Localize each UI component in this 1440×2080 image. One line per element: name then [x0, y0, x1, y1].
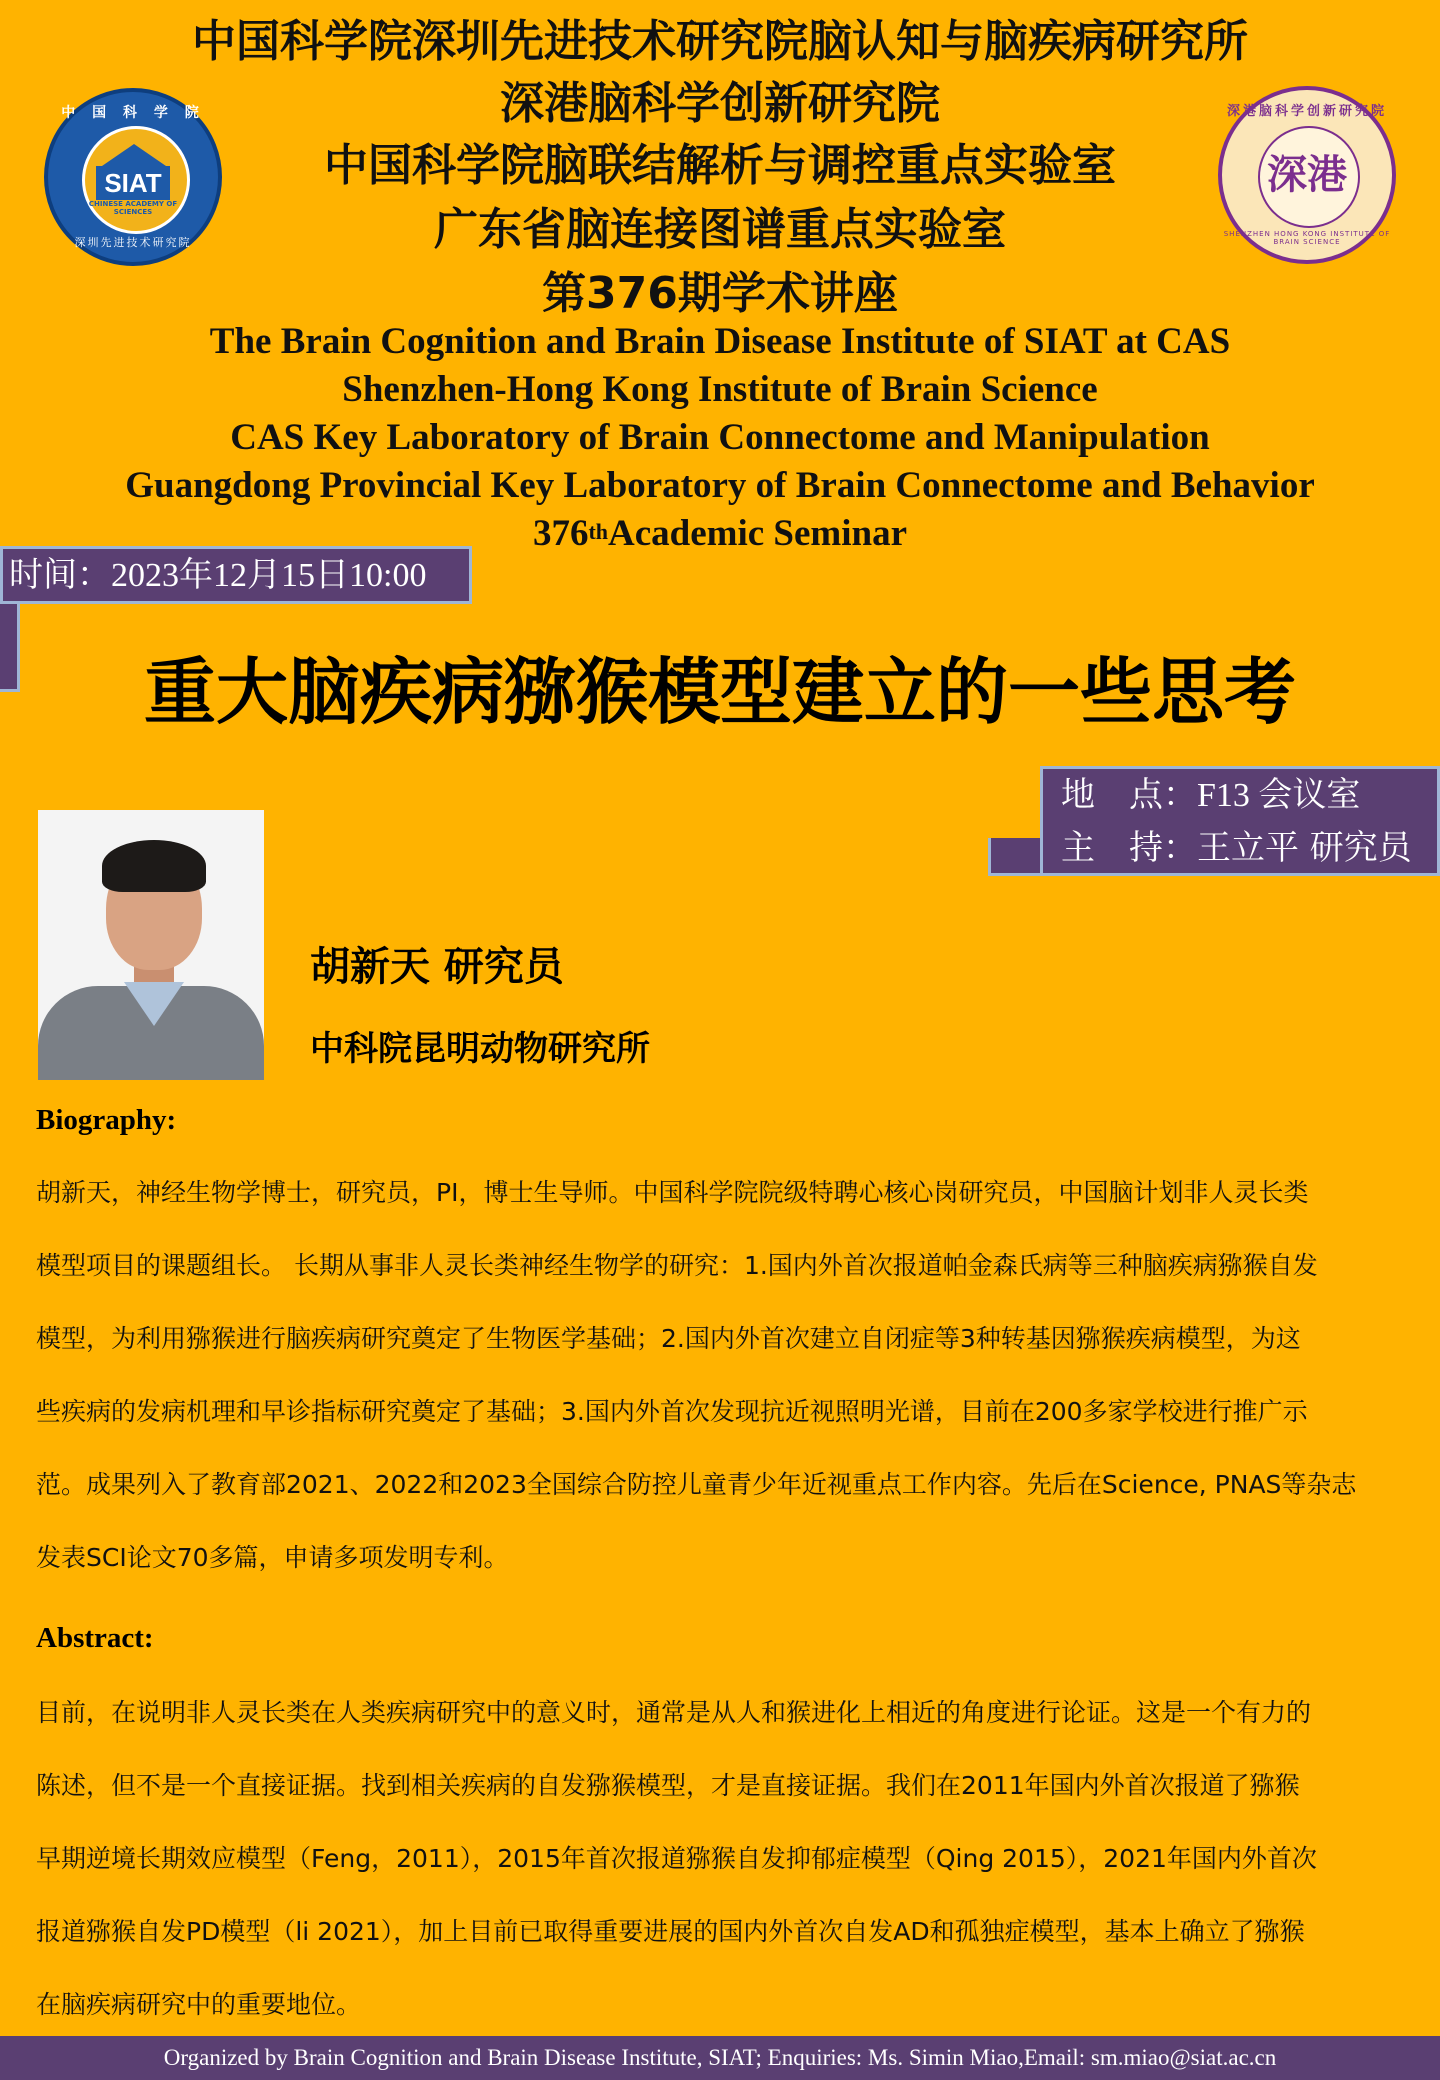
photo-hair [102, 840, 206, 892]
hk-brain-institute-logo [1218, 86, 1396, 264]
abstract-line: 陈述，但不是一个直接证据。找到相关疾病的自发猕猴模型，才是直接证据。我们在2011年国内外首次报道了猕猴 [36, 1771, 1300, 1800]
speaker-name: 胡新天 研究员 [310, 944, 564, 990]
time-value: 2023年12月15日10:00 [111, 557, 427, 594]
header-en-line-1: The Brain Cognition and Brain Disease Institute of SIAT at CAS [209, 321, 1231, 362]
time-label: 时间： [9, 555, 111, 595]
venue-box [1040, 766, 1440, 876]
abstract-line: 早期逆境长期效应模型（Feng，2011），2015年首次报道猕猴自发抑郁症模型（Qing 2015），2021年国内外首次 [36, 1844, 1317, 1873]
venue-host-value: 王立平 研究员 [1197, 828, 1412, 868]
venue-place [1061, 769, 1437, 822]
siat-logo-top-text: 中 国 科 学 院 [61, 105, 205, 121]
talk-title: 重大脑疾病猕猴模型建立的一些思考 [143, 650, 1296, 734]
siat-logo-roof-icon [102, 144, 166, 166]
abstract-line: 目前，在说明非人灵长类在人类疾病研究中的意义时，通常是从人和猴进化上相近的角度进行论证。这是一个有力的 [36, 1698, 1312, 1727]
venue-host [1061, 822, 1437, 874]
abstract-line: 在脑疾病研究中的重要地位。 [36, 1990, 362, 2019]
biography-line: 范。成果列入了教育部2021、2022和2023全国综合防控儿童青少年近视重点工作内容。先后在Science, PNAS等杂志 [36, 1470, 1357, 1499]
hk-logo-bottom-text: SHENZHEN HONG KONG INSTITUTE OF BRAIN SCIENCE [1223, 230, 1391, 246]
venue-place-label: 地 点： [1061, 775, 1197, 815]
header-en-line-4: Guangdong Provincial Key Laboratory of Brain Connectome and Behavior [125, 465, 1315, 506]
biography-line: 发表SCI论文70多篇，申请多项发明专利。 [36, 1543, 509, 1572]
speaker-photo [38, 810, 264, 1080]
siat-logo-cas: CHINESE ACADEMY OF SCIENCES [88, 200, 178, 216]
time-box [0, 546, 472, 604]
biography-text [36, 1156, 1404, 1594]
hk-logo-top-text: 深港脑科学创新研究院 [1226, 104, 1387, 119]
header-cn-line-4: 广东省脑连接图谱重点实验室 [434, 204, 1006, 255]
header-en-line-2: Shenzhen-Hong Kong Institute of Brain Science [342, 369, 1098, 410]
speaker-affiliation: 中科院昆明动物研究所 [310, 1029, 650, 1069]
venue-place-value: F13 会议室 [1197, 777, 1361, 814]
header-cn-line-2: 深港脑科学创新研究院 [500, 78, 940, 129]
biography-line: 胡新天，神经生物学博士，研究员，PI，博士生导师。中国科学院院级特聘心核心岗研究员，中国脑计划非人灵长类 [36, 1178, 1309, 1207]
header-cn-line-1: 中国科学院深圳先进技术研究院脑认知与脑疾病研究所 [192, 16, 1248, 67]
abstract-heading: Abstract: [36, 1622, 154, 1654]
biography-line: 模型项目的课题组长。 长期从事非人灵长类神经生物学的研究：1.国内外首次报道帕金森氏病等三种脑疾病猕猴自发 [36, 1251, 1318, 1280]
seminar-suffix: th [588, 519, 609, 544]
siat-logo [44, 88, 222, 266]
header-en-line-3: CAS Key Laboratory of Brain Connectome and Manipulation [230, 417, 1210, 458]
seminar-text: Academic Seminar [608, 513, 908, 554]
biography-heading: Biography: [36, 1104, 177, 1136]
header-cn-line-5: 第376期学术讲座 [542, 268, 898, 319]
hk-logo-glyph: 深港 [1267, 152, 1347, 198]
siat-logo-mark: SIAT [96, 166, 170, 200]
venue-host-label: 主 持： [1061, 828, 1197, 868]
siat-logo-bottom-text: 深圳先进技术研究院 [74, 236, 192, 249]
seminar-number: 376 [532, 513, 589, 554]
abstract-text [36, 1676, 1404, 2041]
footer-organizer: Organized by Brain Cognition and Brain Disease Institute, SIAT; Enquiries: Ms. Simin Miao,Email: sm.miao@siat.ac.cn [0, 2036, 1440, 2080]
biography-line: 些疾病的发病机理和早诊指标研究奠定了基础；3.国内外首次发现抗近视照明光谱，目前在200多家学校进行推广示 [36, 1397, 1308, 1426]
biography-line: 模型，为利用猕猴进行脑疾病研究奠定了生物医学基础；2.国内外首次建立自闭症等3种转基因猕猴疾病模型，为这 [36, 1324, 1301, 1353]
header-cn-line-3: 中国科学院脑联结解析与调控重点实验室 [324, 140, 1116, 191]
abstract-line: 报道猕猴自发PD模型（li 2021），加上目前已取得重要进展的国内外首次自发AD和孤独症模型，基本上确立了猕猴 [36, 1917, 1305, 1946]
venue-box-decoration [988, 838, 1044, 876]
